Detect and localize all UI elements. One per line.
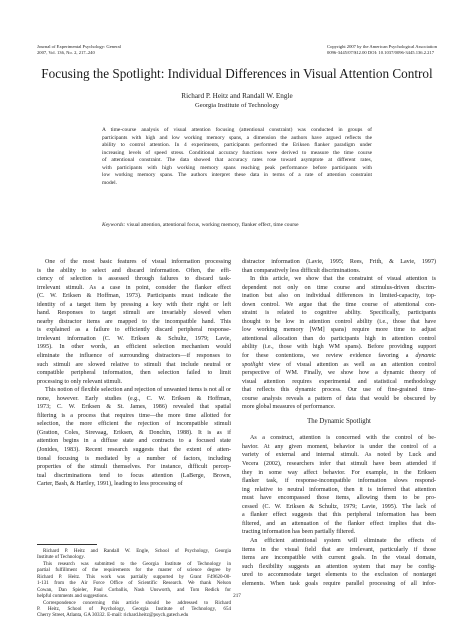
abstract-line: model. [102, 179, 117, 186]
author-affiliation: Georgia Institute of Technology [194, 102, 280, 109]
body-text-line: spotlight view of visual attention as well as an attention control [242, 361, 436, 368]
body-text-line: such flexibility suggests an attention system that may be config- [242, 563, 436, 570]
journal-header-left [37, 44, 121, 56]
body-text-line: course analysis reveals a pattern of data that would be obscured by [242, 395, 436, 402]
body-text-line: ciency of selection is assessed through failures to discard task- [37, 276, 231, 283]
body-text-line: processing to only relevant stimuli. [37, 378, 123, 385]
body-text-line: distractor information (Lavie, 1995; Rees, Frith, & Lavie, 1997) [242, 259, 436, 265]
body-text-line: tracting information has been partially filtered. [242, 529, 356, 536]
body-text-line: irrelevant information (C. W. Eriksen & Schultz, 1979; Lavie, [37, 335, 231, 342]
body-text-line: filtering is a process that requires time—the more time allotted for [37, 412, 231, 419]
body-text-line: visual attention requires experimental and statistical methodology [242, 378, 436, 385]
body-text-line: cessed (C. W. Eriksen & Schultz, 1979; Lavie, 1995). The lack of [242, 503, 436, 510]
body-text-line: is the ability to select and discard information. Often, the effi- [37, 267, 231, 274]
doi-line: 0096-3445/07/$12.00 DOI: 10.1037/0096-3445.136.2.217 [327, 49, 435, 55]
body-text-line: elements. When task goals require parallel processing of all infor- [242, 580, 436, 587]
right-column-intro [242, 258, 436, 412]
body-text-line: a flanker effect suggests that this peripheral information has been [242, 512, 436, 519]
body-text-line: hand. Responses to target stimuli are invariably slowed when [37, 310, 231, 317]
footnote-line: Institute of Technology. [37, 554, 85, 561]
body-text-line: Carter, Bash, & Hartley, 1991), leading to less processing of [37, 481, 183, 488]
article-authors: Richard P. Heitz and Randall W. Engle [181, 92, 293, 100]
body-text-line: attentional allocation than do participants high in attention control [242, 335, 436, 342]
body-text-line: 1973; C. W. Eriksen & St. James, 1986) revealed that spatial [37, 404, 231, 411]
body-text-line: ing relative to neutral information, then it is inferred that attention [242, 486, 436, 493]
body-text-line: more global measures of performance. [242, 404, 336, 411]
abstract-line: ability to control attention. In 4 experiments, participants performed the Eriksen flanker paradigm under [102, 142, 372, 148]
body-text-line: items are incompatible with current goals. In the visual domain, [242, 555, 436, 562]
body-text-line: straint is related to cognitive ability. Specifically, participants [242, 310, 436, 317]
body-text-line: One of the most basic features of visual information processing [45, 259, 231, 265]
body-text-line: must have encompassed those items, allowing them to be pro- [242, 495, 436, 502]
body-text-line: ured to accommodate target elements to the exclusion of nontarget [242, 572, 436, 579]
article-title: Focusing the Spotlight: Individual Differences in Visual Attention Control [41, 66, 433, 81]
body-text-line: items in the visual field that are irrelevant, particularly if those [242, 546, 436, 553]
abstract-line: with participants with high working memory spans reaching peak performance before participants with [102, 164, 372, 171]
body-text-line: eliminate the influence of surrounding distractors—if responses to [37, 353, 231, 360]
abstract-line: low working memory spans. The authors interpret these data in terms of a rate of attention constraint [102, 172, 372, 178]
body-text-line: havior. At any given moment, behavior is under the control of a [242, 443, 436, 450]
body-text-line: nearby distractor items are mapped to the incompatible hand. This [37, 318, 231, 325]
body-text-line: This notion of flexible selection and rejection of unwanted items is not all or [45, 387, 231, 394]
body-text-line: such stimuli are slowed relative to stimuli that include neutral or [37, 361, 231, 368]
body-text-line: flanker task, if response-incompatible information slows respond- [242, 478, 436, 485]
footnote-line: Correspondence concerning this article should be addressed to Richard [43, 599, 231, 606]
footnote-line: 1-131 from the Air Force Office of Scientific Research. We thank Nelson [37, 580, 231, 587]
body-text-line: properties of the stimuli themselves. For instance, difficult percep- [37, 464, 231, 471]
journal-name: Journal of Experimental Psychology: General [37, 44, 121, 49]
body-text-line: selection, the more efficient the rejection of incompatible stimuli [37, 421, 231, 428]
page-number: 217 [233, 593, 241, 599]
body-text-line: Vecera (2002), researchers infer that stimuli have been attended if [242, 461, 436, 468]
section-heading: The Dynamic Spotlight [307, 417, 371, 425]
abstract-line: A time-course analysis of visual attention focusing (attentional constraint) was conducted in groups of [102, 127, 372, 133]
body-text-line: down control. We argue that the time course of attentional con- [242, 301, 436, 308]
journal-volume: 2007, Vol. 136, No. 2, 217–240 [37, 49, 95, 55]
copyright-line: Copyright 2007 by the American Psychological Association [327, 44, 437, 49]
body-text-line: 1995). In other words, an efficient selection mechanism would [37, 344, 231, 351]
right-column [242, 258, 436, 588]
body-text-line: none, however. Early studies (e.g., C. W. Eriksen & Hoffman, [37, 395, 231, 402]
body-text-line: identity of a target item by pressing a key with their right or left [37, 301, 231, 308]
body-text-line: that reflects this dynamic process. Our use of fine-grained time- [242, 387, 436, 394]
keywords-label: Keywords: [102, 222, 126, 228]
body-text-line: low working memory [WM] spans) require more time to adjust [242, 327, 436, 334]
footnote-rule [37, 544, 97, 545]
footnote-line: Richard P. Heitz. This work was partially supported by Grant F49620-00- [37, 573, 231, 580]
footnote-line: Cowan, Dan Spieler, Paul Corballis, Nash Unsworth, and Tom Redick for [37, 586, 231, 593]
footnotes [37, 548, 231, 619]
body-text-line: they in some way affect behavior. For example, in the Eriksen [242, 469, 436, 476]
body-text-line: perspective of WM. Finally, we show how a dynamic theory of [242, 370, 436, 377]
right-column-section [242, 434, 436, 588]
journal-header-right [327, 44, 437, 56]
abstract-line: increasing levels of speed stress. Conditional accuracy functions were derived to measure the time course [102, 149, 372, 156]
body-text-line: for these contentions, we review evidence favoring a dynamic [242, 353, 436, 360]
body-text-line: tional focusing is mediated by a number of factors, including [37, 455, 231, 462]
abstract-line: of attentional constraint. The data showed that accuracy rates rose toward asymptote at different rates, [102, 157, 372, 163]
body-text-line: variety of external and internal stimuli. As noted by Luck and [242, 452, 436, 459]
body-text-line: filtered, and an attenuation of the flanker effect implies that dis- [242, 520, 436, 527]
footnote-line: helpful comments and suggestions. [37, 593, 108, 600]
footnote-line: Cherry Street, Atlanta, GA 30332. E-mail: richard.heitz@psych.gatech.edu [37, 612, 189, 619]
abstract [102, 127, 372, 187]
abstract-line: participants with high and low working memory spans, a dimension the authors have argued reflects the [102, 134, 372, 141]
body-text-line: (Jonides, 1983). Recent research suggests that the extent of atten- [37, 447, 231, 454]
body-text-line: ination but also on individual differences in limited-capacity, top- [242, 293, 436, 300]
keywords [102, 222, 372, 230]
keywords-text: visual attention, attentional focus, working memory, flanker effect, time course [126, 222, 299, 228]
left-column [37, 258, 231, 489]
body-text-line: compatible peripheral information, then selection failed to limit [37, 370, 231, 377]
body-text-line: An efficient attentional system will eliminate the effects of [250, 537, 436, 544]
body-text-line: dependent not only on time course and stimulus-driven discrim- [242, 284, 436, 291]
body-text-line: attention begins in a diffuse state and contracts to a focused state [37, 438, 231, 445]
body-text-line: thought to be low in attention control ability (i.e., those that have [242, 318, 436, 325]
body-text-line: (Gratton, Coles, Sirevaag, Eriksen, & Donchin, 1988). It is as if [37, 429, 231, 436]
body-text-line: tual discriminations tend to focus attention (LaBerge, Brown, [37, 472, 231, 479]
footnote-line: P. Heitz, School of Psychology, Georgia Institute of Technology, 654 [37, 605, 231, 612]
footnote-line: Richard P. Heitz and Randall W. Engle, School of Psychology, Georgia [43, 548, 231, 554]
body-text-line: irrelevant stimuli. As a case in point, consider the flanker effect [37, 284, 231, 291]
body-text-line: is explained as a failure to efficiently discard peripheral response- [37, 327, 231, 334]
body-text-line: than comparatively less difficult discriminations. [242, 267, 361, 274]
footnote-line: partial fulfillment of the requirements for the master of science degree by [37, 567, 231, 574]
body-text-line: (C. W. Eriksen & Hoffman, 1973). Participants must indicate the [37, 293, 231, 300]
body-text-line: As a construct, attention is concerned with the control of be- [250, 435, 436, 442]
footnote-line: This research was submitted to the Georgia Institute of Technology in [43, 560, 231, 567]
body-text-line: In this article, we show that the constraint of visual attention is [250, 276, 436, 283]
body-text-line: ability (i.e., those with high WM spans). Before providing support [242, 344, 436, 351]
